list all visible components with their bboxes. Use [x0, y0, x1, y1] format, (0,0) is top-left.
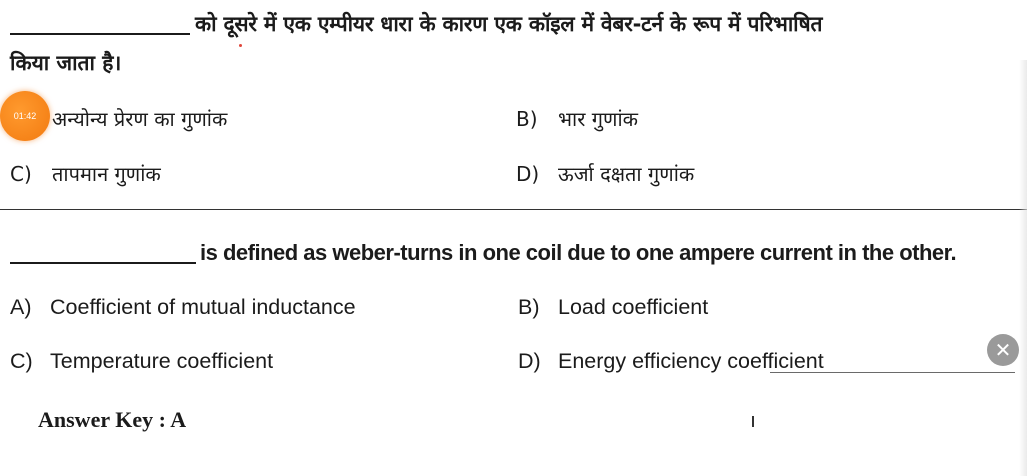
english-option-a-label: A)	[10, 295, 32, 319]
english-option-a-text: Coefficient of mutual inductance	[50, 295, 356, 319]
hindi-option-d	[516, 160, 694, 187]
hindi-option-b	[516, 105, 638, 132]
text-caret	[752, 416, 754, 427]
english-option-c-label: C)	[10, 349, 33, 373]
close-icon[interactable]: ✕	[987, 334, 1019, 366]
hindi-question-line1: को दूसरे में एक एम्पीयर धारा के कारण एक कॉइल में वेबर-टर्न के रूप में परिभाषित	[195, 12, 823, 36]
english-question: is defined as weber-turns in one coil due to one ampere current in the other.	[200, 240, 957, 265]
hindi-option-b-label: B)	[516, 107, 538, 131]
english-option-b	[518, 295, 708, 320]
hindi-option-d-label: D)	[516, 162, 540, 186]
hindi-option-b-text: भार गुणांक	[558, 107, 639, 131]
marker-dot	[239, 44, 242, 47]
english-option-d-text: Energy efficiency coefficient	[558, 349, 824, 373]
overlay-underline	[770, 372, 1015, 373]
edge-shadow	[1019, 60, 1027, 476]
hindi-option-c-label: C)	[10, 162, 32, 186]
hindi-option-a	[52, 105, 227, 132]
english-option-d	[518, 349, 824, 374]
english-option-c	[10, 349, 273, 374]
english-option-b-label: B)	[518, 295, 540, 319]
english-option-c-text: Temperature coefficient	[50, 349, 274, 373]
hindi-option-a-text: अन्योन्य प्रेरण का गुणांक	[52, 107, 228, 131]
answer-key: Answer Key : A	[38, 407, 187, 432]
answer-blank-hindi	[10, 33, 190, 35]
hindi-option-c	[10, 160, 161, 187]
hindi-question-line2: किया जाता है।	[10, 51, 122, 75]
section-divider	[0, 209, 1027, 210]
english-option-b-text: Load coefficient	[558, 295, 709, 319]
english-option-a	[10, 295, 356, 320]
timer-badge[interactable]: 01:42	[0, 91, 50, 141]
hindi-option-d-text: ऊर्जा दक्षता गुणांक	[558, 162, 695, 186]
english-option-d-label: D)	[518, 349, 541, 373]
hindi-option-c-text: तापमान गुणांक	[52, 162, 161, 186]
answer-blank-english	[10, 262, 196, 264]
